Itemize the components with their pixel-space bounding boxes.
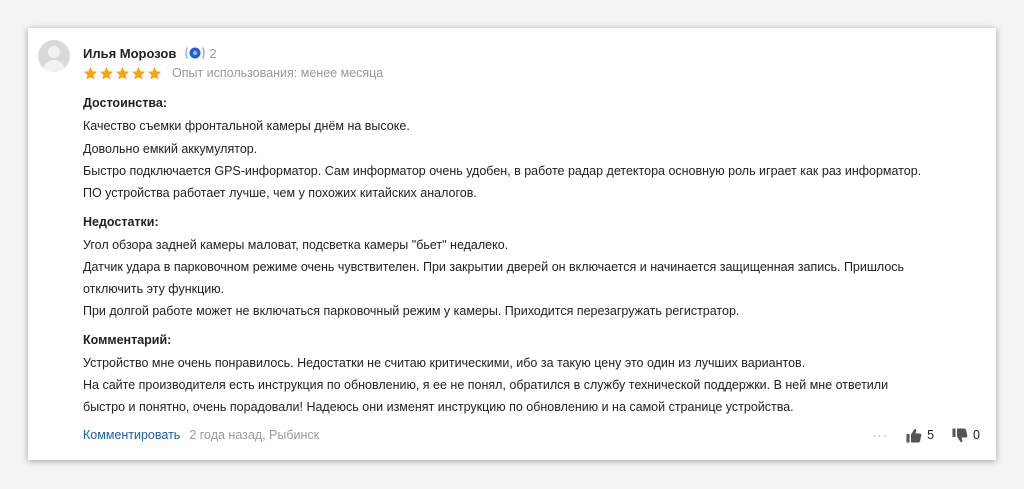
cons-line: Датчик удара в парковочном режиме очень чувствителен. При закрытии дверей он включается и начинается защищенная запись. Пришлось: [83, 260, 905, 274]
pros-line: Довольно емкий аккумулятор.: [83, 142, 258, 156]
pros-title: Достоинства:: [83, 96, 168, 110]
thumbs-down-icon: [952, 428, 968, 443]
cons-line: Угол обзора задней камеры маловат, подсветка камеры "бьет" недалеко.: [83, 238, 509, 252]
experience-text: Опыт использования: менее месяца: [172, 66, 384, 80]
thumbs-up-icon: [906, 428, 922, 443]
rating-stars: [83, 66, 163, 81]
avatar-shoulders: [43, 60, 65, 72]
comment-title: Комментарий:: [83, 333, 172, 347]
more-options-icon[interactable]: ···: [872, 427, 889, 443]
author-row: [83, 44, 217, 62]
review-meta: 2 года назад, Рыбинск: [189, 428, 320, 442]
review-footer: [83, 428, 319, 442]
rating-row: [83, 65, 383, 81]
star-icon: [147, 66, 162, 81]
pros-line: ПО устройства работает лучше, чем у похожих китайских аналогов.: [83, 186, 477, 200]
review-card: [28, 28, 996, 460]
comment-link[interactable]: Комментировать: [83, 428, 181, 442]
like-button[interactable]: [906, 428, 934, 443]
badge-count: 2: [209, 45, 217, 61]
reviewer-level-badge-icon[interactable]: [184, 45, 206, 61]
review-actions: [872, 427, 980, 443]
pros-line: Быстро подключается GPS-информатор. Сам информатор очень удобен, в работе радар детектора основную роль играет как раз информатор.: [83, 164, 922, 178]
cons-line: При долгой работе может не включаться парковочный режим у камеры. Приходится перезагружать регистратор.: [83, 304, 740, 318]
star-icon: [115, 66, 130, 81]
cons-title: Недостатки:: [83, 215, 159, 229]
dislikes-count: 0: [973, 428, 980, 442]
dislike-button[interactable]: [952, 428, 980, 443]
likes-count: 5: [927, 428, 935, 442]
comment-line: Устройство мне очень понравилось. Недостатки не считаю критическими, ибо за такую цену это один из лучших вариантов.: [83, 356, 806, 370]
avatar-head: [48, 46, 60, 58]
pros-line: Качество съемки фронтальной камеры днём на высоке.: [83, 119, 410, 133]
cons-line: отключить эту функцию.: [83, 282, 225, 296]
avatar[interactable]: [38, 40, 70, 72]
comment-line: быстро и понятно, очень порадовали! Надеюсь они изменят инструкцию по обновлению и на самой странице устройства.: [83, 400, 794, 414]
star-icon: [83, 66, 98, 81]
star-icon: [99, 66, 114, 81]
author-name[interactable]: Илья Морозов: [83, 45, 177, 61]
star-icon: [131, 66, 146, 81]
comment-line: На сайте производителя есть инструкция по обновлению, я ее не понял, обратился в службу технической поддержки. В ней мне ответили: [83, 378, 889, 392]
